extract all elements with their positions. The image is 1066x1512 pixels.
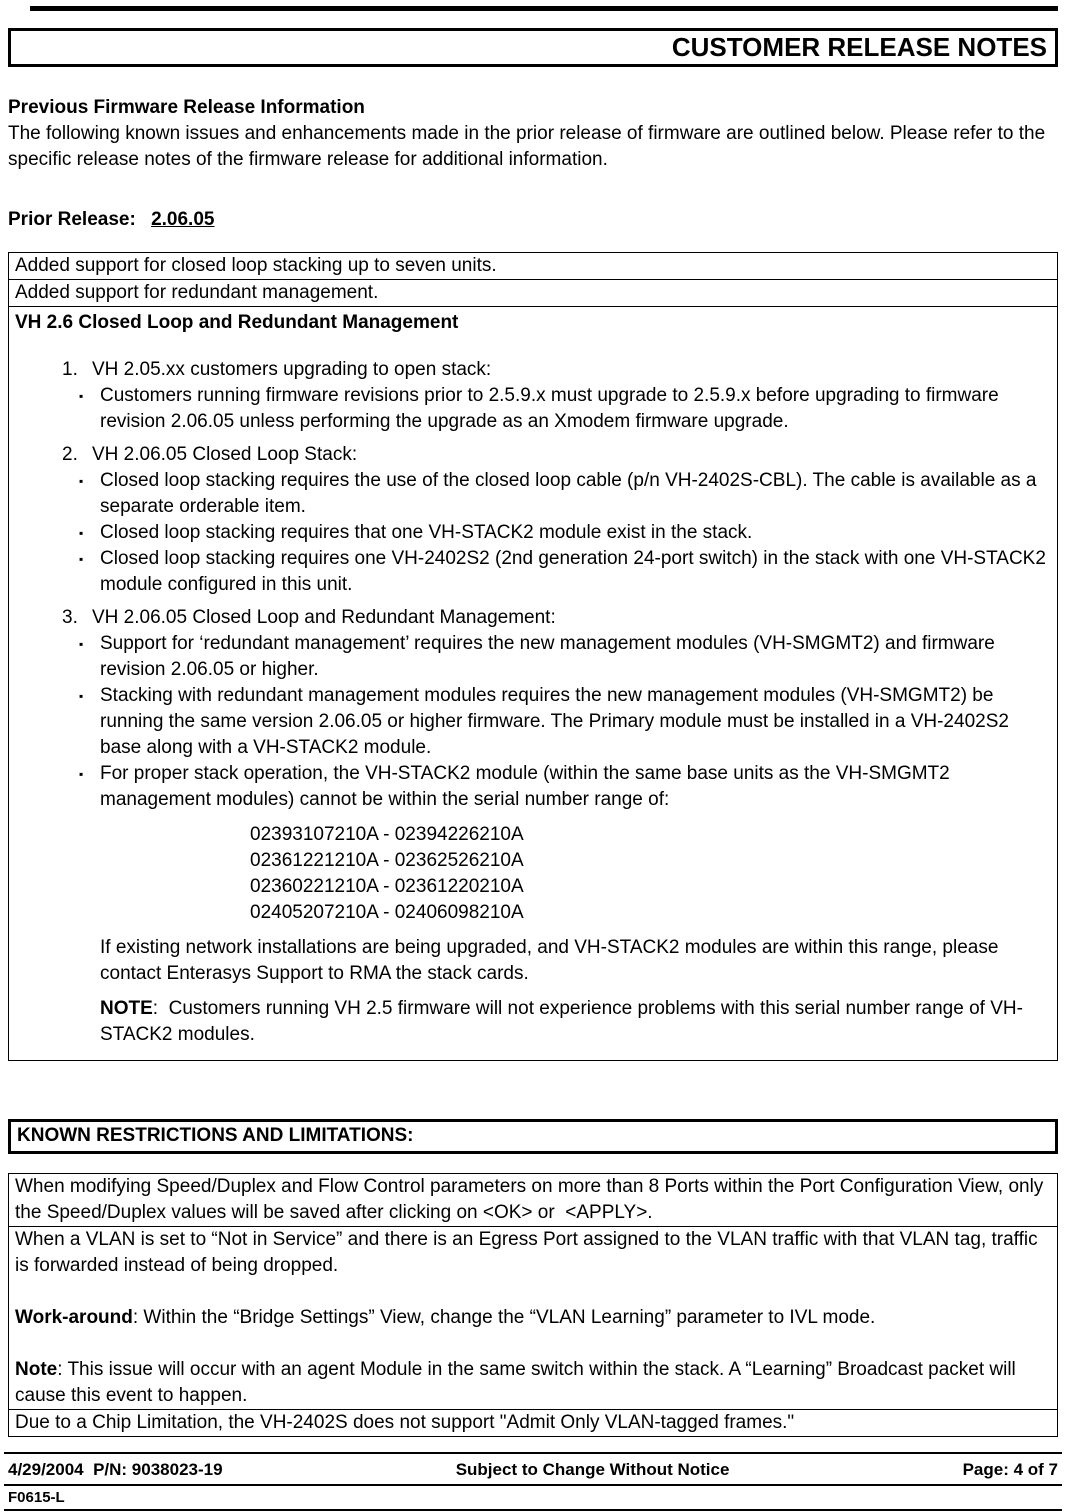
workaround-paragraph [15,1305,1051,1331]
bullet-square-icon: ▪ [79,552,84,566]
table-row [9,253,1058,280]
restriction-paragraph: When a VLAN is set to “Not in Service” and there is an Egress Port assigned to the VLAN traffic with that VLAN tag, traffic is forwarded instead of being dropped. [15,1229,1038,1276]
workaround-text: : Within the “Bridge Settings” View, change the “VLAN Learning” parameter to IVL mode. [132,1307,876,1328]
bullet-item [79,383,1049,435]
detail-heading: VH 2.6 Closed Loop and Redundant Management [15,312,459,333]
bullet-square-icon: ▪ [79,689,84,703]
restrictions-header-box [8,1119,1058,1154]
bullet-item [79,631,1049,683]
document-title: CUSTOMER RELEASE NOTES [671,32,1047,62]
top-rule [30,6,1058,11]
restriction-cell [9,1227,1058,1410]
section-heading-previous-firmware: Previous Firmware Release Information [8,97,365,118]
bullet-text: Stacking with redundant management modules requires the new management modules (VH-SMGMT2) be running the same version 2.06.05 or higher firmware. The Primary module must be installed in a VH-2402S2 base along with a VH-STACK2 module. [100,685,1009,758]
note-text: : This issue will occur with an agent Module in the same switch within the stack. A “Learning” Broadcast packet will cause this event to happen. [15,1359,1016,1406]
bullet-item [79,468,1049,520]
bullet-text: Closed loop stacking requires that one VH-STACK2 module exist in the stack. [100,522,753,543]
release-note-cell: Added support for redundant management. [9,280,1058,307]
serial-range: 02360221210A - 02361220210A [250,876,524,897]
table-row [9,1410,1058,1437]
bullet-text: Customers running firmware revisions prior to 2.5.9.x must upgrade to 2.5.9.x before upgrading to firmware revision 2.06.05 unless performing the upgrade as an Xmodem firmware upgrade. [100,385,999,432]
note-paragraph [100,996,1049,1048]
footer-row [4,1454,1062,1484]
footer-page-number: Page: 4 of 7 [962,1460,1058,1479]
note-label: Note [15,1359,58,1380]
workaround-label: Work-around [15,1307,133,1328]
bullet-square-icon: ▪ [79,389,84,403]
restrictions-heading: KNOWN RESTRICTIONS AND LIMITATIONS: [17,1125,414,1146]
bullet-text: Closed loop stacking requires one VH-2402S2 (2nd generation 24-port switch) in the stack with one VH-STACK2 module configured in this unit. [100,548,1046,595]
footer-date-part-number: 4/29/2004 P/N: 9038023-19 [8,1460,223,1479]
table-row [9,1174,1058,1227]
bullet-square-icon: ▪ [79,637,84,651]
table-row [9,307,1058,1061]
list-item-label: VH 2.06.05 Closed Loop Stack: [92,444,358,465]
list-item-label: VH 2.06.05 Closed Loop and Redundant Management: [92,607,556,628]
bullet-square-icon: ▪ [79,526,84,540]
bullet-item [79,520,1049,546]
list-item [62,605,1049,631]
release-note-cell: Added support for closed loop stacking up to seven units. [9,253,1058,280]
prior-release-line [8,207,1058,233]
serial-range: 02393107210A - 02394226210A [250,824,524,845]
bullet-square-icon: ▪ [79,767,84,781]
list-item-number: 3. [62,607,78,628]
release-detail-cell [9,307,1058,1061]
bullet-item [79,683,1049,761]
restrictions-table [8,1173,1058,1437]
list-item [62,357,1049,383]
serial-range: 02361221210A - 02362526210A [250,850,524,871]
release-notes-table [8,252,1058,1061]
bullet-item [79,546,1049,598]
serial-number-ranges [250,822,1049,926]
bullet-text: Support for ‘redundant management’ requires the new management modules (VH-SMGMT2) and firmware revision 2.06.05 or higher. [100,633,995,680]
list-item-label: VH 2.05.xx customers upgrading to open stack: [92,359,492,380]
list-item-number: 1. [62,359,78,380]
note-label: NOTE [100,998,153,1019]
footer-rule [4,1509,1062,1511]
document-title-box [8,28,1058,67]
bullet-text: For proper stack operation, the VH-STACK2 module (within the same base units as the VH-SMGMT2 management modules) cannot be within the serial number range of: [100,763,950,810]
prior-release-label: Prior Release: [8,209,136,230]
restriction-cell: When modifying Speed/Duplex and Flow Control parameters on more than 8 Ports within the Port Configuration View, only the Speed/Duplex values will be saved after clicking on <OK> or <APPLY>. [9,1174,1058,1227]
bullet-text: Closed loop stacking requires the use of the closed loop cable (p/n VH-2402S-CBL). The cable is available as a separate orderable item. [100,470,1037,517]
list-item-number: 2. [62,444,78,465]
table-row [9,280,1058,307]
bullet-item [79,761,1049,813]
note-paragraph [15,1357,1051,1409]
note-text: : Customers running VH 2.5 firmware will not experience problems with this serial number range of VH-STACK2 modules. [100,998,1023,1045]
restriction-cell: Due to a Chip Limitation, the VH-2402S does not support "Admit Only VLAN-tagged frames." [9,1410,1058,1437]
table-row [9,1227,1058,1410]
bullet-square-icon: ▪ [79,474,84,488]
footer-form-number: F0615-L [8,1489,65,1506]
footer-notice: Subject to Change Without Notice [455,1460,730,1479]
list-item [62,442,1049,468]
page-footer [4,1452,1062,1511]
prior-release-version: 2.06.05 [151,209,215,230]
upgrade-note: If existing network installations are being upgraded, and VH-STACK2 modules are within this range, please contact Enterasys Support to RMA the stack cards. [100,937,999,984]
serial-range: 02405207210A - 02406098210A [250,902,524,923]
intro-paragraph: The following known issues and enhancements made in the prior release of firmware are outlined below. Please refer to the specific release notes of the firmware release for additional information. [8,123,1046,170]
